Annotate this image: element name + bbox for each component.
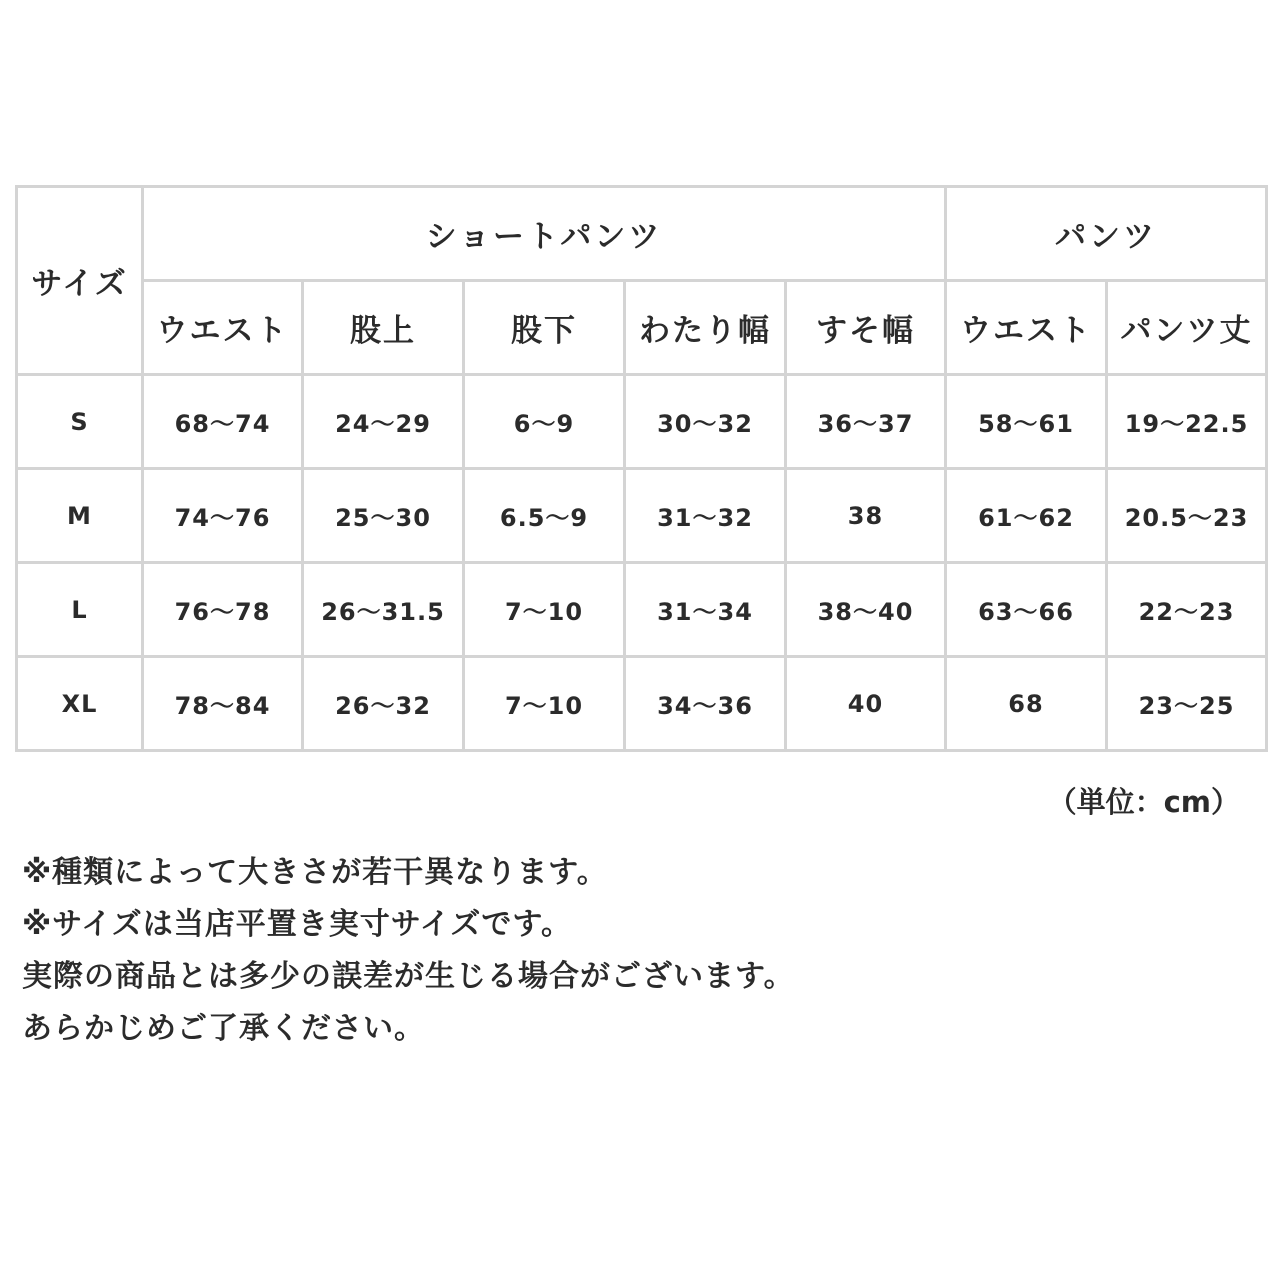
- table-cell: 38～40: [786, 563, 946, 657]
- table-cell: 78～84: [143, 657, 303, 751]
- note-line: あらかじめご了承ください。: [22, 1011, 425, 1046]
- table-cell: 68～74: [143, 375, 303, 469]
- table-cell: 24～29: [303, 375, 464, 469]
- table-cell: 6.5～9: [464, 469, 625, 563]
- table-cell: 26～32: [303, 657, 464, 751]
- table-cell: 63～66: [946, 563, 1107, 657]
- table-cell: 36～37: [786, 375, 946, 469]
- table-cell: 38: [786, 469, 946, 563]
- table-cell: 31～32: [625, 469, 786, 563]
- table-cell: 31～34: [625, 563, 786, 657]
- table-cell: 68: [946, 657, 1107, 751]
- column-header: 股上: [303, 281, 464, 375]
- table-row: [17, 563, 1267, 657]
- table-cell: 20.5～23: [1107, 469, 1267, 563]
- note-line: ※サイズは当店平置き実寸サイズです。: [22, 907, 572, 942]
- table-cell: 26～31.5: [303, 563, 464, 657]
- note-line: ※種類によって大きさが若干異なります。: [22, 855, 608, 890]
- unit-note: （単位：cm）: [1047, 785, 1240, 819]
- table-cell: 34～36: [625, 657, 786, 751]
- table-row: [17, 469, 1267, 563]
- size-chart-table: [15, 185, 1268, 752]
- size-cell: M: [17, 469, 143, 563]
- table-cell: 30～32: [625, 375, 786, 469]
- note-line: 実際の商品とは多少の誤差が生じる場合がございます。: [22, 959, 795, 994]
- group-header-pants: パンツ: [946, 187, 1267, 281]
- table-cell: 7～10: [464, 657, 625, 751]
- table-cell: 58～61: [946, 375, 1107, 469]
- group-header-short-pants: ショートパンツ: [143, 187, 946, 281]
- size-cell: S: [17, 375, 143, 469]
- table-cell: 23～25: [1107, 657, 1267, 751]
- table-cell: 76～78: [143, 563, 303, 657]
- table-cell: 25～30: [303, 469, 464, 563]
- size-cell: XL: [17, 657, 143, 751]
- table-cell: 6～9: [464, 375, 625, 469]
- column-header: 股下: [464, 281, 625, 375]
- column-header: すそ幅: [786, 281, 946, 375]
- table-cell: 74～76: [143, 469, 303, 563]
- notes: [22, 850, 795, 1058]
- size-header: サイズ: [17, 187, 143, 375]
- table-cell: 7～10: [464, 563, 625, 657]
- column-header: ウエスト: [143, 281, 303, 375]
- table-row: [17, 657, 1267, 751]
- table-row: [17, 375, 1267, 469]
- table-cell: 61～62: [946, 469, 1107, 563]
- table-cell: 22～23: [1107, 563, 1267, 657]
- column-header: ウエスト: [946, 281, 1107, 375]
- column-header: パンツ丈: [1107, 281, 1267, 375]
- table-cell: 19～22.5: [1107, 375, 1267, 469]
- column-header: わたり幅: [625, 281, 786, 375]
- size-cell: L: [17, 563, 143, 657]
- table-cell: 40: [786, 657, 946, 751]
